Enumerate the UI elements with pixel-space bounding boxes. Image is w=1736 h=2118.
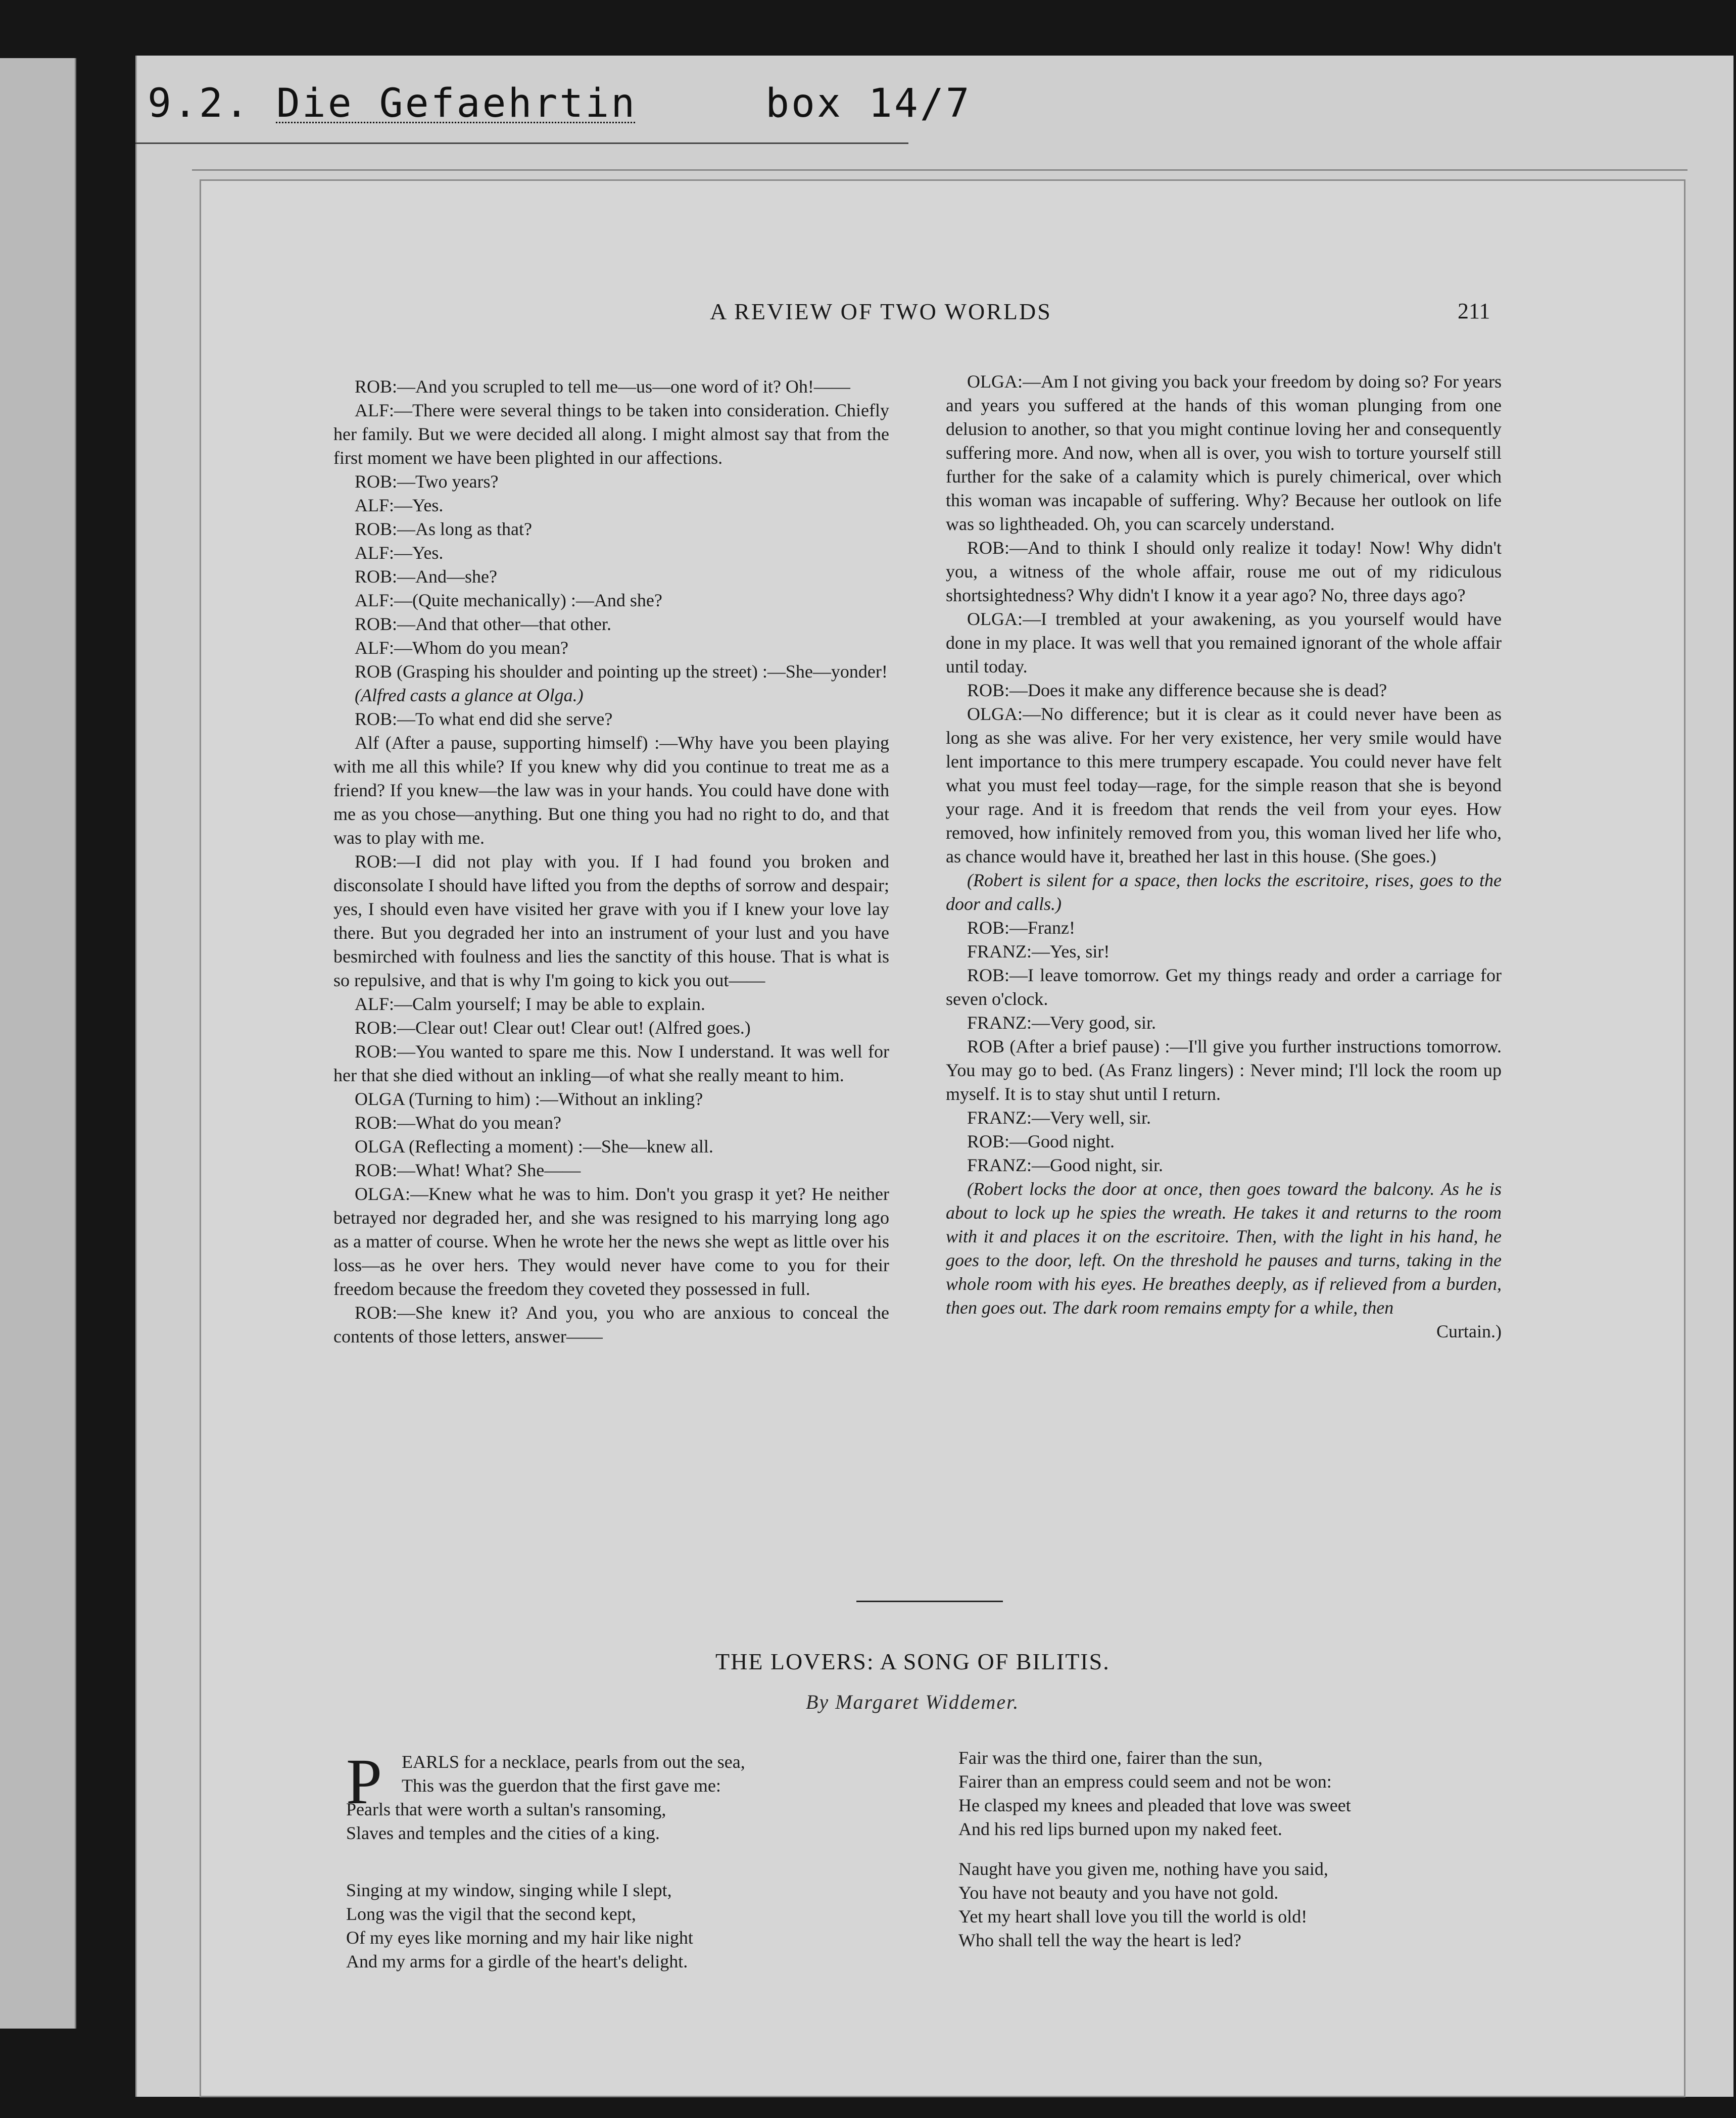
poem-line: Pearls that were worth a sultan's ransoming, <box>346 1799 666 1819</box>
poem-line: Of my eyes like morning and my hair like night <box>346 1928 693 1948</box>
dialogue-line: OLGA (Reflecting a moment) :—She—knew all. <box>355 1136 713 1157</box>
dialogue-line: ROB:—As long as that? <box>355 519 532 539</box>
archive-title: Die Gefaehrtin <box>276 81 637 126</box>
dialogue-line: ROB:—And—she? <box>355 566 497 587</box>
dialogue-line: OLGA:—No difference; but it is clear as it could never have been as long as she was alive. For her very existence, her very smile would have lent importance to this mere trumpery escapade. You could never have felt what you must feel today—rage, for the simple reason that she is beyond your rage. And it is freedom that rends the veil from your eyes. How removed, how infinitely removed from you, this woman lived her life who, as chance would have it, breathed her last in this house. (She goes.) <box>946 704 1502 867</box>
poem-stanza-4 <box>958 1857 1328 1952</box>
stage-direction: (Alfred casts a glance at Olga.) <box>355 685 584 705</box>
poem-line: Long was the vigil that the second kept, <box>346 1904 636 1924</box>
dialogue-line: ALF:—Whom do you mean? <box>355 638 568 658</box>
dialogue-line: ROB:—Good night. <box>967 1131 1115 1151</box>
poem-line: And his red lips burned upon my naked feet. <box>958 1819 1282 1839</box>
dialogue-line: ROB (After a brief pause) :—I'll give you further instructions tomorrow. You may go to bed. (As Franz lingers) : Never mind; I'll lock the room up myself. It is to stay shut until I return. <box>946 1036 1502 1104</box>
dialogue-line: ALF:—There were several things to be taken into consideration. Chiefly her family. But we were decided all along. I might almost say that from the first moment we have been plighted in our affections. <box>333 400 889 468</box>
dialogue-line: FRANZ:—Yes, sir! <box>967 941 1110 961</box>
dialogue-line: ROB:—What do you mean? <box>355 1113 561 1133</box>
page-number: 211 <box>1458 299 1490 323</box>
dialogue-line: ROB:—I did not play with you. If I had found you broken and disconsolate I should have lifted you from the depths of sorrow and despair; yes, I should even have visited her grave with you if I knew your love lay there. But you degraded her into an instrument of your lust and you have besmirched with foulness and lies the sanctity of this house. That is what is so repulsive, and that is why I'm going to kick you out—— <box>333 851 889 990</box>
adjacent-folder-edge <box>0 58 76 2029</box>
dialogue-line: Alf (After a pause, supporting himself) :—Why have you been playing with me all this while? If you knew why did you continue to treat me as a friend? If you knew—the law was in your hands. You could have done with me as you chose—anything. But one thing you had no right to do, and that was to play with me. <box>333 733 889 848</box>
poem-line: You have not beauty and you have not gold. <box>958 1883 1279 1903</box>
poem-stanza-1 <box>346 1746 745 1845</box>
drop-cap: P <box>346 1746 382 1817</box>
archive-section: 9.2. <box>148 81 251 126</box>
section-separator <box>856 1601 1003 1602</box>
poem-line: Fair was the third one, fairer than the sun, <box>958 1748 1263 1768</box>
poem-line: Naught have you given me, nothing have you said, <box>958 1859 1328 1879</box>
poem-line: Who shall tell the way the heart is led? <box>958 1930 1241 1950</box>
dialogue-line: ROB:—You wanted to spare me this. Now I understand. It was well for her that she died without an inkling—of what she really meant to him. <box>333 1041 889 1085</box>
dialogue-line: FRANZ:—Good night, sir. <box>967 1155 1164 1175</box>
dialogue-line: FRANZ:—Very well, sir. <box>967 1108 1151 1128</box>
archive-box: box 14/7 <box>765 81 972 126</box>
dialogue-line: ALF:—Yes. <box>355 543 444 563</box>
dialogue-line: ALF:—Calm yourself; I may be able to explain. <box>355 994 705 1014</box>
dialogue-line: OLGA:—Knew what he was to him. Don't you grasp it yet? He neither betrayed nor degraded her, and she was resigned to his marrying long ago as a matter of course. When he wrote her the news she wept as little over his loss—as he over hers. They would never have come to you for their freedom because the freedom they coveted they possessed in full. <box>333 1184 889 1299</box>
dialogue-line: ALF:—(Quite mechanically) :—And she? <box>355 590 662 610</box>
left-column <box>333 375 889 1349</box>
dialogue-line: ROB:—Franz! <box>967 918 1075 938</box>
curtain-line: Curtain.) <box>1436 1321 1502 1341</box>
poem-stanza-3 <box>958 1746 1351 1841</box>
dialogue-line: ROB:—Does it make any difference because she is dead? <box>967 680 1387 700</box>
dialogue-line: ROB:—To what end did she serve? <box>355 709 613 729</box>
dialogue-line: ROB:—And to think I should only realize it today! Now! Why didn't you, a witness of the whole affair, rouse me out of my ridiculous shortsightedness? Why didn't I know it a year ago? No, three days ago? <box>946 538 1502 605</box>
poem-byline: By Margaret Widdemer. <box>806 1691 1020 1713</box>
poem-stanza-2 <box>346 1879 693 1973</box>
dialogue-line: ROB:—Clear out! Clear out! Clear out! (Alfred goes.) <box>355 1018 751 1038</box>
poem-line: Slaves and temples and the cities of a king. <box>346 1823 660 1843</box>
poem-title: THE LOVERS: A SONG OF BILITIS. <box>715 1649 1110 1674</box>
label-rule <box>135 142 908 144</box>
dialogue-line: ROB:—What! What? She—— <box>355 1160 581 1180</box>
poem-line: He clasped my knees and pleaded that love was sweet <box>958 1795 1351 1815</box>
paper-edge <box>192 169 1687 171</box>
poem-line: This was the guerdon that the first gave me: <box>402 1775 721 1796</box>
dialogue-line: OLGA:—Am I not giving you back your freedom by doing so? For years and years you suffered at the hands of this woman plunging from one delusion to another, so that you might continue loving her and consequently suffering more. And now, when all is over, you wish to torture yourself still further for the sake of a calamity which is purely chimerical, over which this woman was incapable of suffering. Why? Because her outlook on life was so lightheaded. Oh, you can scarcely understand. <box>946 371 1502 534</box>
dialogue-line: OLGA (Turning to him) :—Without an inkling? <box>355 1089 703 1109</box>
poem-line: Singing at my window, singing while I slept, <box>346 1880 672 1900</box>
poem-line: Fairer than an empress could seem and not be won: <box>958 1771 1332 1792</box>
running-head: A REVIEW OF TWO WORLDS <box>710 299 1052 324</box>
dialogue-line: ROB:—And you scrupled to tell me—us—one word of it? Oh!—— <box>355 376 850 397</box>
stage-direction: (Robert locks the door at once, then goes toward the balcony. As he is about to lock up he spies the wreath. He takes it and returns to the room with it and places it on the escritoire. Then, with the light in his hand, he goes to the door, left. On the threshold he pauses and turns, taking in the whole room with his eyes. He breathes deeply, as if relieved from a burden, then goes out. The dark room remains empty for a while, then <box>946 1179 1502 1318</box>
dialogue-line: OLGA:—I trembled at your awakening, as you yourself would have done in my place. It was well that you remained ignorant of the whole affair until today. <box>946 609 1502 677</box>
archive-label <box>148 81 972 126</box>
stage-direction: (Robert is silent for a space, then locks the escritoire, rises, goes to the door and calls.) <box>946 870 1502 914</box>
dialogue-line: ROB:—She knew it? And you, you who are anxious to conceal the contents of those letters, answer—— <box>333 1303 889 1346</box>
dialogue-line: ROB:—And that other—that other. <box>355 614 611 634</box>
poem-line: Yet my heart shall love you till the world is old! <box>958 1906 1308 1927</box>
poem-line: EARLS for a necklace, pearls from out the sea, <box>402 1752 745 1772</box>
dialogue-line: FRANZ:—Very good, sir. <box>967 1013 1156 1033</box>
dialogue-line: ROB (Grasping his shoulder and pointing up the street) :—She—yonder! <box>355 661 888 682</box>
poem-line: And my arms for a girdle of the heart's delight. <box>346 1951 688 1971</box>
right-column <box>946 370 1502 1343</box>
dialogue-line: ALF:—Yes. <box>355 495 444 515</box>
dialogue-line: ROB:—Two years? <box>355 471 499 492</box>
dialogue-line: ROB:—I leave tomorrow. Get my things ready and order a carriage for seven o'clock. <box>946 965 1502 1009</box>
